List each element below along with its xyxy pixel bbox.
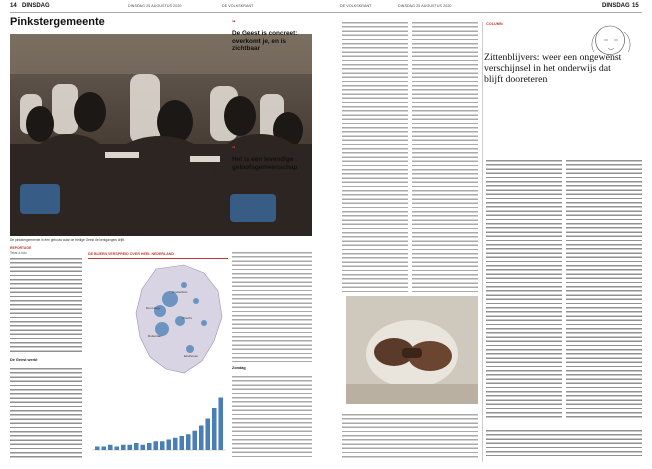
- map-label-city: Den Haag: [146, 306, 160, 310]
- infographic-rule: [88, 258, 228, 259]
- map-label-city: Rotterdam: [148, 334, 163, 338]
- chart-bar: [218, 398, 223, 451]
- left-paper-name: DE VOLKSKRANT: [222, 4, 254, 8]
- article-text-block: [232, 252, 312, 362]
- hands-photo: [346, 296, 478, 404]
- right-paper-name: DE VOLKSKRANT: [340, 4, 372, 8]
- column-text-block: [566, 160, 642, 420]
- column-headline: Zittenblijvers: weer een ongewenst verschijnsel in het onderwijs dat blijft dooreteren: [484, 52, 622, 86]
- church-photo-illustration: [10, 34, 312, 236]
- chart-bar: [212, 408, 217, 450]
- hands-photo-illustration: [346, 296, 478, 404]
- chart-bar: [192, 431, 197, 450]
- chart-bar: [95, 447, 100, 451]
- right-date: DINSDAG 25 AUGUSTUS 2020: [398, 4, 452, 8]
- article-subhead: De Geest werkt: [10, 358, 38, 362]
- map-label-city: Utrecht: [182, 316, 192, 320]
- section-title: Pinkstergemeente: [10, 16, 105, 28]
- pull-quote: De Geest is concreet: overkomt je, en is zichtbaar: [232, 30, 298, 53]
- chart-bar: [153, 441, 158, 450]
- right-article-text-block: [412, 22, 478, 292]
- chart-bar: [186, 434, 191, 450]
- bar-chart: [88, 390, 228, 456]
- header-rule: [10, 12, 642, 13]
- page-header: [0, 0, 652, 14]
- quote-mark-icon: “: [232, 20, 236, 27]
- spacer: [262, 20, 312, 21]
- netherlands-map: [126, 261, 226, 379]
- chart-bar: [166, 440, 171, 451]
- right-article-text-block: [342, 414, 478, 460]
- chart-bar: [121, 445, 126, 450]
- right-article-text-block: [342, 22, 408, 292]
- infographic-title: DE BIJEEN VERSPREID OVER HEEL NEDERLAND: [88, 252, 175, 256]
- chart-bar: [179, 436, 184, 450]
- article-text-block: [232, 376, 312, 460]
- column-label: COLUMN: [486, 22, 503, 26]
- quote-mark-icon: “: [232, 146, 236, 153]
- chart-bar: [134, 443, 139, 450]
- article-byline: Tekst & foto: [10, 251, 27, 255]
- chart-bar: [147, 443, 152, 450]
- photo-caption: De pinkstergemeente in een gebouw waar de Heilige Geest de kerkgangers drijft.: [10, 238, 125, 242]
- church-photo: [10, 34, 312, 236]
- map-label-city: Eindhoven: [184, 354, 199, 358]
- left-date: DINSDAG 25 AUGUSTUS 2020: [128, 4, 182, 8]
- right-page-number: 15: [632, 3, 639, 9]
- chart-bar: [101, 447, 106, 451]
- right-day: DINSDAG: [602, 3, 630, 9]
- chart-bar: [114, 447, 119, 451]
- pull-quote: Het is een levendige geloofsgemeenschap: [232, 156, 298, 171]
- chart-bar: [140, 445, 145, 450]
- chart-bar: [108, 445, 113, 450]
- chart-bar: [205, 419, 210, 451]
- left-page-number: 14: [10, 3, 17, 9]
- chart-bar: [160, 441, 165, 450]
- column-divider: [482, 22, 483, 462]
- map-label-city: Amsterdam: [172, 290, 188, 294]
- infographic: [88, 252, 228, 458]
- article-kicker: REPORTAGE: [10, 246, 32, 250]
- article-text-block: [10, 368, 82, 460]
- article-subhead: Zondag: [232, 366, 246, 370]
- chart-bar: [199, 426, 204, 451]
- left-day: DINSDAG: [22, 3, 50, 9]
- column-text-block: [486, 430, 642, 456]
- chart-bar: [127, 445, 132, 450]
- column-text-block: [486, 160, 562, 420]
- article-text-block: [10, 258, 82, 354]
- chart-bar: [173, 438, 178, 450]
